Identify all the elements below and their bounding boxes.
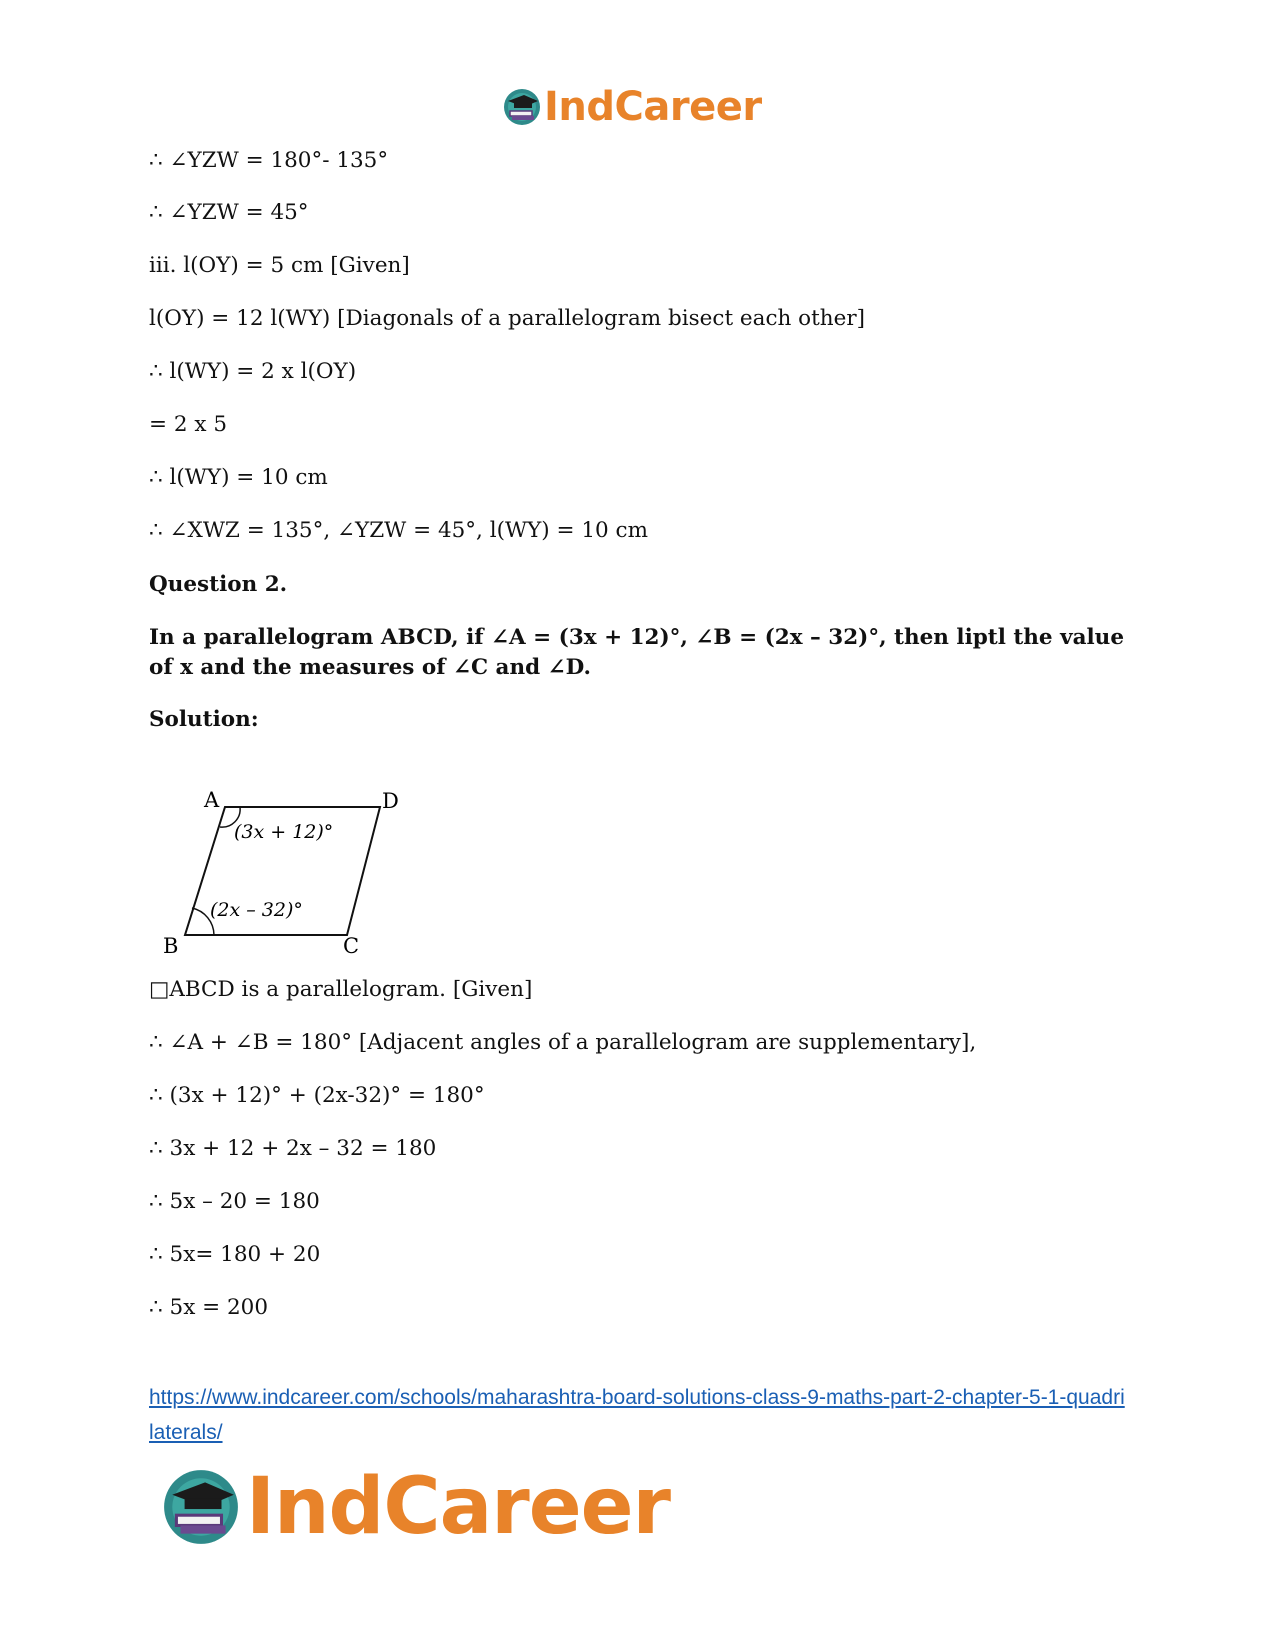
solution-line: □ABCD is a parallelogram. [Given] [149, 977, 533, 1002]
solution-line: ∴ 5x – 20 = 180 [149, 1189, 320, 1214]
text-line: ∴ ∠YZW = 180°- 135° [149, 148, 389, 173]
indcareer-logo-top [502, 82, 772, 132]
vertex-label-c: C [343, 934, 360, 958]
vertex-label-a: A [204, 788, 220, 812]
indcareer-logo-bottom [160, 1462, 700, 1552]
solution-line: ∴ 3x + 12 + 2x – 32 = 180 [149, 1136, 437, 1161]
text-line: l(OY) = 12 l(WY) [Diagonals of a parallelogram bisect each other] [149, 306, 865, 331]
parallelogram-diagram [160, 785, 420, 965]
text-line: iii. l(OY) = 5 cm [Given] [149, 253, 410, 278]
text-line: ∴ l(WY) = 2 x l(OY) [149, 359, 357, 384]
source-link[interactable]: https://www.indcareer.com/schools/maharashtra-board-solutions-class-9-maths-part-2-chapter-5-1-quadrilaterals/ [149, 1386, 1125, 1444]
solution-line: ∴ (3x + 12)° + (2x-32)° = 180° [149, 1083, 485, 1108]
text-line: ∴ ∠XWZ = 135°, ∠YZW = 45°, l(WY) = 10 cm [149, 518, 648, 543]
text-line: = 2 x 5 [149, 412, 228, 437]
vertex-label-d: D [382, 789, 399, 813]
question-heading: Question 2. [149, 572, 288, 597]
question-text: In a parallelogram ABCD, if ∠A = (3x + 12)°, ∠B = (2x – 32)°, then liptl the value of x and the measures of ∠C and ∠D. [149, 625, 1124, 680]
angle-a-label: (3x + 12)° [234, 821, 334, 843]
angle-b-label: (2x – 32)° [210, 899, 303, 921]
solution-line: ∴ ∠A + ∠B = 180° [Adjacent angles of a parallelogram are supplementary], [149, 1030, 977, 1055]
solution-line: ∴ 5x = 200 [149, 1295, 269, 1320]
graduation-cap-book-icon [502, 87, 542, 127]
logo-wordmark: IndCareer [544, 84, 762, 130]
vertex-label-b: B [163, 934, 179, 958]
solution-label: Solution: [149, 707, 259, 732]
solution-line: ∴ 5x= 180 + 20 [149, 1242, 321, 1267]
graduation-cap-book-icon [160, 1466, 242, 1548]
text-line: ∴ ∠YZW = 45° [149, 200, 309, 225]
logo-wordmark: IndCareer [246, 1462, 670, 1552]
text-line: ∴ l(WY) = 10 cm [149, 465, 328, 490]
